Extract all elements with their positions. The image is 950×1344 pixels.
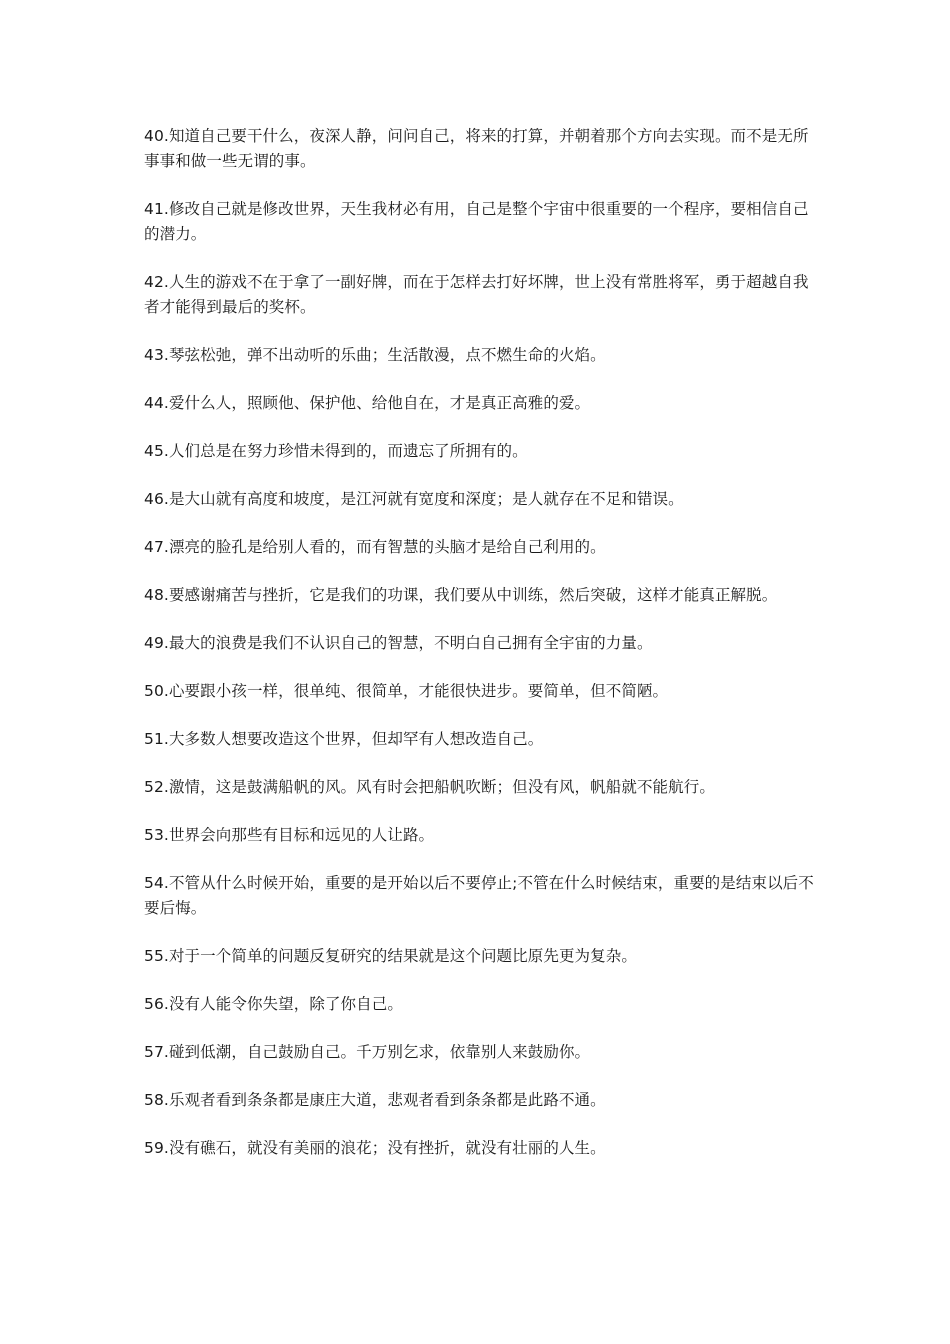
quote-42: 42.人生的游戏不在于拿了一副好牌，而在于怎样去打好坏牌，世上没有常胜将军，勇于超越自我者才能得到最后的奖杯。 <box>144 273 809 316</box>
quote-51: 51.大多数人想要改造这个世界，但却罕有人想改造自己。 <box>144 730 544 748</box>
quote-48: 48.要感谢痛苦与挫折，它是我们的功课，我们要从中训练，然后突破，这样才能真正解脱。 <box>144 586 778 604</box>
quote-56: 56.没有人能令你失望，除了你自己。 <box>144 995 403 1013</box>
quote-53: 53.世界会向那些有目标和远见的人让路。 <box>144 826 435 844</box>
quote-59: 59.没有礁石，就没有美丽的浪花；没有挫折，就没有壮丽的人生。 <box>144 1139 606 1157</box>
quote-54: 54.不管从什么时候开始，重要的是开始以后不要停止;不管在什么时候结束，重要的是结束以后不要后悔。 <box>144 874 814 917</box>
quote-41: 41.修改自己就是修改世界，天生我材必有用，自己是整个宇宙中很重要的一个程序，要相信自己的潜力。 <box>144 200 809 243</box>
quote-43: 43.琴弦松弛，弹不出动听的乐曲；生活散漫，点不燃生命的火焰。 <box>144 346 606 364</box>
quote-40: 40.知道自己要干什么，夜深人静，问问自己，将来的打算，并朝着那个方向去实现。而不是无所事事和做一些无谓的事。 <box>144 127 809 170</box>
quote-57: 57.碰到低潮，自己鼓励自己。千万别乞求，依靠别人来鼓励你。 <box>144 1043 591 1061</box>
quote-44: 44.爱什么人，照顾他、保护他、给他自在，才是真正高雅的爱。 <box>144 394 591 412</box>
quote-50: 50.心要跟小孩一样，很单纯、很简单，才能很快进步。要简单，但不简陋。 <box>144 682 669 700</box>
quote-49: 49.最大的浪费是我们不认识自己的智慧，不明白自己拥有全宇宙的力量。 <box>144 634 653 652</box>
quote-52: 52.激情，这是鼓满船帆的风。风有时会把船帆吹断；但没有风，帆船就不能航行。 <box>144 778 715 796</box>
quote-45: 45.人们总是在努力珍惜未得到的，而遗忘了所拥有的。 <box>144 442 528 460</box>
quote-46: 46.是大山就有高度和坡度，是江河就有宽度和深度；是人就存在不足和错误。 <box>144 490 684 508</box>
quote-55: 55.对于一个简单的问题反复研究的结果就是这个问题比原先更为复杂。 <box>144 947 637 965</box>
quote-47: 47.漂亮的脸孔是给别人看的，而有智慧的头脑才是给自己利用的。 <box>144 538 606 556</box>
quote-list <box>144 124 814 1184</box>
quote-58: 58.乐观者看到条条都是康庄大道，悲观者看到条条都是此路不通。 <box>144 1091 606 1109</box>
